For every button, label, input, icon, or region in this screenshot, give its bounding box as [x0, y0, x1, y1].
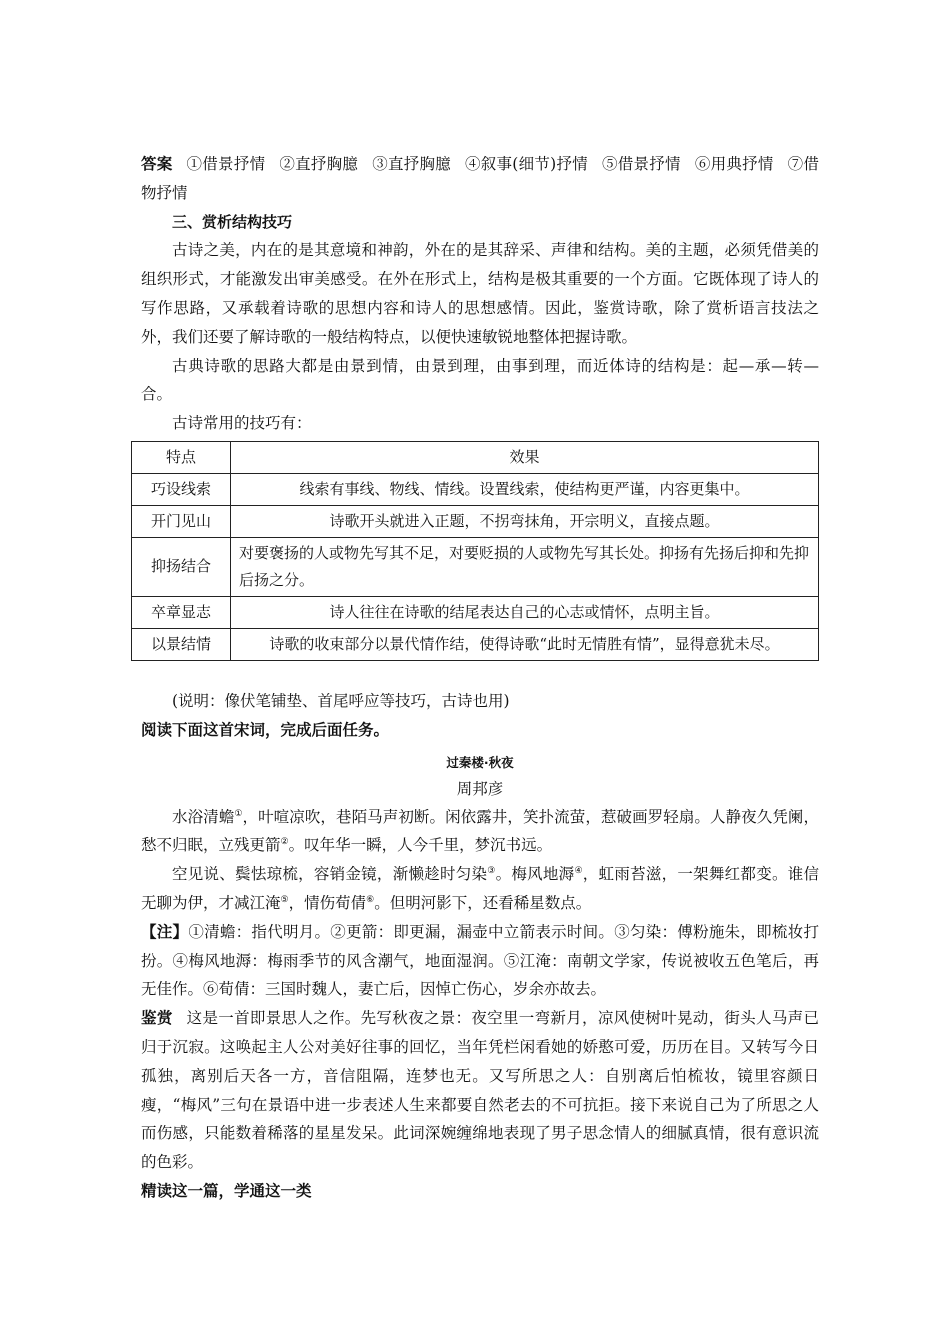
- table-cell-effect: 对要褒扬的人或物先写其不足，对要贬损的人或物先写其长处。抑扬有先扬后抑和先抑后扬之分。: [231, 537, 819, 596]
- annotation: [141, 918, 819, 1004]
- table-row: [132, 596, 819, 628]
- footnote-mark: ④: [574, 866, 583, 876]
- footnote-mark: ②: [280, 837, 289, 848]
- note-line: (说明：像伏笔铺垫、首尾呼应等技巧，古诗也用): [172, 691, 510, 710]
- answer-item: ⑦借物抒情: [141, 155, 819, 202]
- poem-title: 过秦楼·秋夜: [446, 754, 514, 770]
- task-instruction: 阅读下面这首宋词，完成后面任务。: [141, 720, 390, 739]
- closing-line: 精读这一篇，学通这一类: [141, 1181, 312, 1200]
- paragraph: 古诗常用的技巧有：: [172, 414, 312, 433]
- annotation-text: ①清蟾：指代明月。②更箭：即更漏，漏壶中立箭表示时间。③匀染：傅粉施朱，即梳妆打扮。④梅风地溽：梅雨季节的风含潮气，地面湿润。⑤江淹：南朝文学家，传说被收五色笔后，再无佳作。⑥荀倩：三国时魏人，妻亡后，因悼亡伤心，岁余亦故去。: [141, 922, 819, 999]
- footnote-mark: ⑤: [280, 894, 289, 905]
- table-cell-feature: 巧设线索: [132, 473, 231, 505]
- answer-label: 答案: [141, 155, 173, 173]
- table-header-cell: 特点: [132, 441, 231, 473]
- answer-item: ⑤借景抒情: [602, 155, 681, 173]
- table-row: [132, 505, 819, 537]
- table-cell-effect: 线索有事线、物线、情线。设置线索，使结构更严谨，内容更集中。: [231, 473, 819, 505]
- answer-item: ③直抒胸臆: [372, 155, 452, 173]
- poem-stanza: 空见说、鬓怯琼梳，容销金镜，渐懒趁时匀染③。梅风地溽④，虹雨苔滋，一架舞红都变。谁信无聊为伊，才减江淹⑤，情伤荀倩⑥。但明河影下，还看稀星数点。: [141, 865, 819, 912]
- answer-line: [141, 150, 819, 208]
- table-cell-effect: 诗歌开头就进入正题，不拐弯抹角，开宗明义，直接点题。: [231, 505, 819, 537]
- section-heading: 三、赏析结构技巧: [172, 212, 293, 231]
- table-cell-feature: 以景结情: [132, 628, 231, 660]
- footnote-mark: ③: [487, 866, 496, 876]
- appreciation-text: 这是一首即景思人之作。先写秋夜之景：夜空里一弯新月，凉风使树叶晃动，街头人马声已归于沉寂。这唤起主人公对美好往事的回忆，当年凭栏闲看她的娇憨可爱，历历在目。又转写今日孤独，离别后天各一方，音信阻隔，连梦也无。又写所思之人：自别离后怕梳妆，镜里容颜日瘦，“梅风”三句在景语中进一步表述人生来都要自然老去的不可抗拒。接下来说自己为了所思之人而伤感，只能数着稀落的星星发呆。此词深婉缠绵地表现了男子思念情人的细腻真情，很有意识流的色彩。: [141, 1009, 819, 1172]
- table-row: [132, 537, 819, 596]
- table-cell-feature: 卒章显志: [132, 596, 231, 628]
- answer-item: ②直抒胸臆: [279, 155, 359, 173]
- poem-author: 周邦彦: [456, 779, 504, 798]
- document-page: [141, 150, 819, 1206]
- table-cell-effect: 诗人往往在诗歌的结尾表达自己的心志或情怀，点明主旨。: [231, 596, 819, 628]
- answer-item: ①借景抒情: [186, 155, 266, 173]
- table-row: [132, 628, 819, 660]
- footnote-mark: ①: [234, 808, 243, 819]
- paragraph: 古典诗歌的思路大都是由景到情，由景到理，由事到理，而近体诗的结构是：起—承—转—合。: [141, 356, 819, 404]
- table-cell-feature: 抑扬结合: [132, 537, 231, 596]
- table-header-row: [132, 441, 819, 473]
- footnote-mark: ⑥: [366, 894, 375, 905]
- answer-item: ④叙事(细节)抒情: [465, 155, 588, 173]
- techniques-table: [131, 441, 819, 661]
- table-header-cell: 效果: [231, 441, 819, 473]
- answer-item: ⑥用典抒情: [694, 155, 774, 173]
- appreciation-label: 鉴赏: [141, 1009, 173, 1028]
- poem-stanza: 水浴清蟾①，叶喧凉吹，巷陌马声初断。闲依露井，笑扑流萤，惹破画罗轻扇。人静夜久凭阑，愁不归眠，立残更箭②。叹年华一瞬，人今千里，梦沉书远。: [141, 807, 819, 855]
- paragraph: 古诗之美，内在的是其意境和神韵，外在的是其辞采、声律和结构。美的主题，必须凭借美的组织形式，才能激发出审美感受。在外在形式上，结构是极其重要的一个方面。它既体现了诗人的写作思路，又承载着诗歌的思想内容和诗人的思想感情。因此，鉴赏诗歌，除了赏析语言技法之外，我们还要了解诗歌的一般结构特点，以便快速敏锐地整体把握诗歌。: [141, 241, 819, 346]
- table-cell-feature: 开门见山: [132, 505, 231, 537]
- appreciation: [141, 1004, 819, 1177]
- table-row: [132, 473, 819, 505]
- annotation-label: 【注】: [141, 922, 189, 941]
- table-cell-effect: 诗歌的收束部分以景代情作结，使得诗歌“此时无情胜有情”，显得意犹未尽。: [231, 628, 819, 660]
